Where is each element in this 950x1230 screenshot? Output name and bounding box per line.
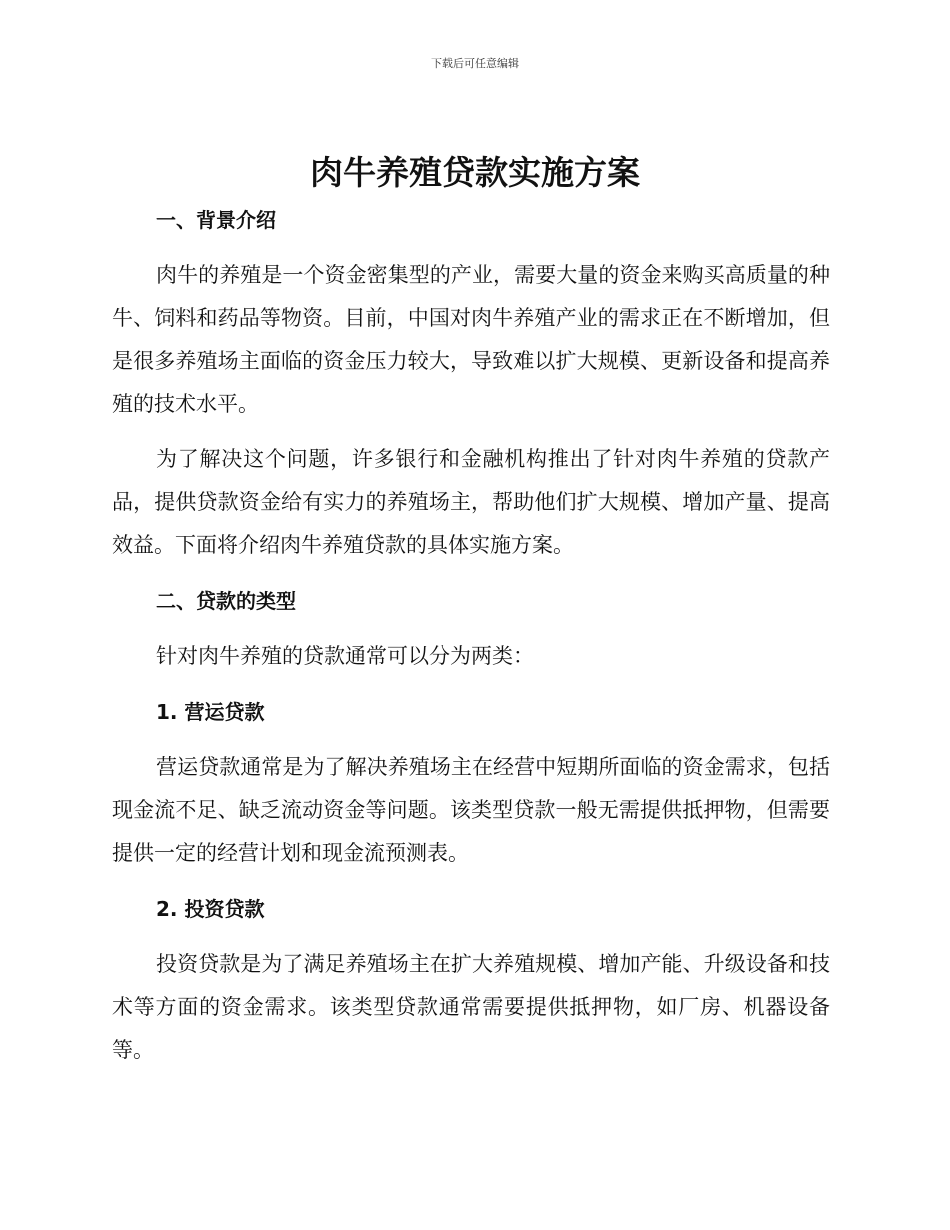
section-heading-background: 一、背景介绍: [156, 208, 276, 232]
paragraph-investment-loan: 投资贷款是为了满足养殖场主在扩大养殖规模、增加产能、升级设备和技术等方面的资金需求。该类型贷款通常需要提供抵押物，如厂房、机器设备等。: [112, 952, 830, 1062]
paragraph-background-1: 肉牛的养殖是一个资金密集型的产业，需要大量的资金来购买高质量的种牛、饲料和药品等物资。目前，中国对肉牛养殖产业的需求正在不断增加，但是很多养殖场主面临的资金压力较大，导致难以扩大规模、更新设备和提高养殖的技术水平。: [112, 263, 830, 416]
paragraph-operating-loan: 营运贷款通常是为了解决养殖场主在经营中短期所面临的资金需求，包括现金流不足、缺乏流动资金等问题。该类型贷款一般无需提供抵押物，但需要提供一定的经营计划和现金流预测表。: [112, 755, 830, 865]
subsection-heading-operating-loan: 1. 营运贷款: [156, 700, 265, 724]
paragraph-loan-types-intro: 针对肉牛养殖的贷款通常可以分为两类：: [156, 644, 534, 668]
section-heading-loan-types: 二、贷款的类型: [156, 589, 296, 613]
paragraph-background-2: 为了解决这个问题，许多银行和金融机构推出了针对肉牛养殖的贷款产品，提供贷款资金给有实力的养殖场主，帮助他们扩大规模、增加产量、提高效益。下面将介绍肉牛养殖贷款的具体实施方案。: [112, 447, 830, 557]
document-title: 肉牛养殖贷款实施方案: [310, 153, 640, 192]
subsection-heading-investment-loan: 2. 投资贷款: [156, 897, 265, 921]
header-note: 下载后可任意编辑: [431, 57, 519, 70]
document-body: [112, 200, 830, 1072]
